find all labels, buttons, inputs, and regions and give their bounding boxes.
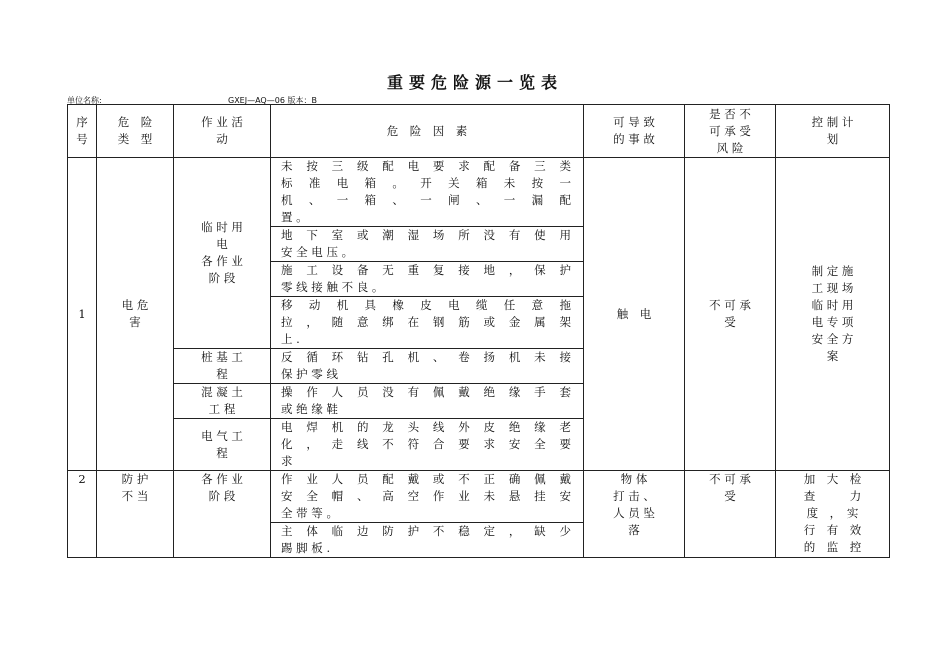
table-row: [68, 471, 890, 523]
header-risk: 是 否 不 可 承 受 风 险: [685, 105, 776, 158]
header-seq: 序 号: [68, 105, 97, 158]
seq-cell: 1: [68, 158, 97, 471]
factor-cell: 主 体 临 边 防 护 不 稳 定 ， 缺 少 踢 脚 板 .: [271, 523, 584, 558]
control-cell: 加 大 检 查 力 度 ， 实 行 有 效 的 监 控: [776, 471, 890, 558]
factor-cell: 施 工 设 备 无 重 复 接 地 ， 保 护 零 线 接 触 不 良 。: [271, 262, 584, 297]
accident-cell: 物 体 打 击 、 人 员 坠 落: [584, 471, 685, 558]
header-accident: 可 导 致 的 事 故: [584, 105, 685, 158]
control-cell: 制 定 施 工 现 场 临 时 用 电 专 项 安 全 方 案: [776, 158, 890, 471]
header-type: 危 险 类 型: [97, 105, 174, 158]
activity-cell: 临 时 用 电 各 作 业 阶 段: [174, 158, 271, 349]
activity-cell: 桩 基 工 程: [174, 349, 271, 384]
factor-cell: 移 动 机 具 橡 皮 电 缆 任 意 拖 拉 ， 随 意 绑 在 钢 筋 或 金 属 架 上 .: [271, 297, 584, 349]
risk-cell: 不 可 承 受: [685, 471, 776, 558]
factor-cell: 地 下 室 或 潮 湿 场 所 没 有 使 用 安 全 电 压 。: [271, 227, 584, 262]
header-control: 控 制 计 划: [776, 105, 890, 158]
header-factor: 危 险 因 素: [271, 105, 584, 158]
table-row: [68, 158, 890, 227]
factor-cell: 反 循 环 钻 孔 机 、 卷 扬 机 未 接 保 护 零 线: [271, 349, 584, 384]
type-cell: 电 危 害: [97, 158, 174, 471]
factor-cell: 电 焊 机 的 龙 头 线 外 皮 绝 缘 老 化 ， 走 线 不 符 合 要 求 安 全 要 求: [271, 419, 584, 471]
factor-cell: 操 作 人 员 没 有 佩 戴 绝 缘 手 套 或 绝 缘 鞋: [271, 384, 584, 419]
header-activity: 作 业 活 动: [174, 105, 271, 158]
type-cell: 防 护 不 当: [97, 471, 174, 558]
page-title: 重要危险源一览表: [386, 73, 563, 92]
hazard-table: [67, 104, 890, 558]
activity-cell: 混 凝 土 工 程: [174, 384, 271, 419]
factor-cell: 作 业 人 员 配 戴 或 不 正 确 佩 戴 安 全 帽 、 高 空 作 业 未 悬 挂 安 全 带 等 。: [271, 471, 584, 523]
activity-cell: 电 气 工 程: [174, 419, 271, 471]
accident-cell: 触 电: [584, 158, 685, 471]
risk-cell: 不 可 承 受: [685, 158, 776, 471]
factor-cell: 未 按 三 级 配 电 要 求 配 备 三 类 标 准 电 箱 。 开 关 箱 未 按 一 机 、 一 箱 、 一 闸 、 一 漏 配 置 。: [271, 158, 584, 227]
seq-cell: 2: [68, 471, 97, 558]
header-row: [68, 105, 890, 158]
doc-code: GXEJ—AQ—06 版本：B: [228, 96, 317, 105]
activity-cell: 各 作 业 阶 段: [174, 471, 271, 558]
unit-name-label: 单位名称:: [67, 96, 102, 105]
